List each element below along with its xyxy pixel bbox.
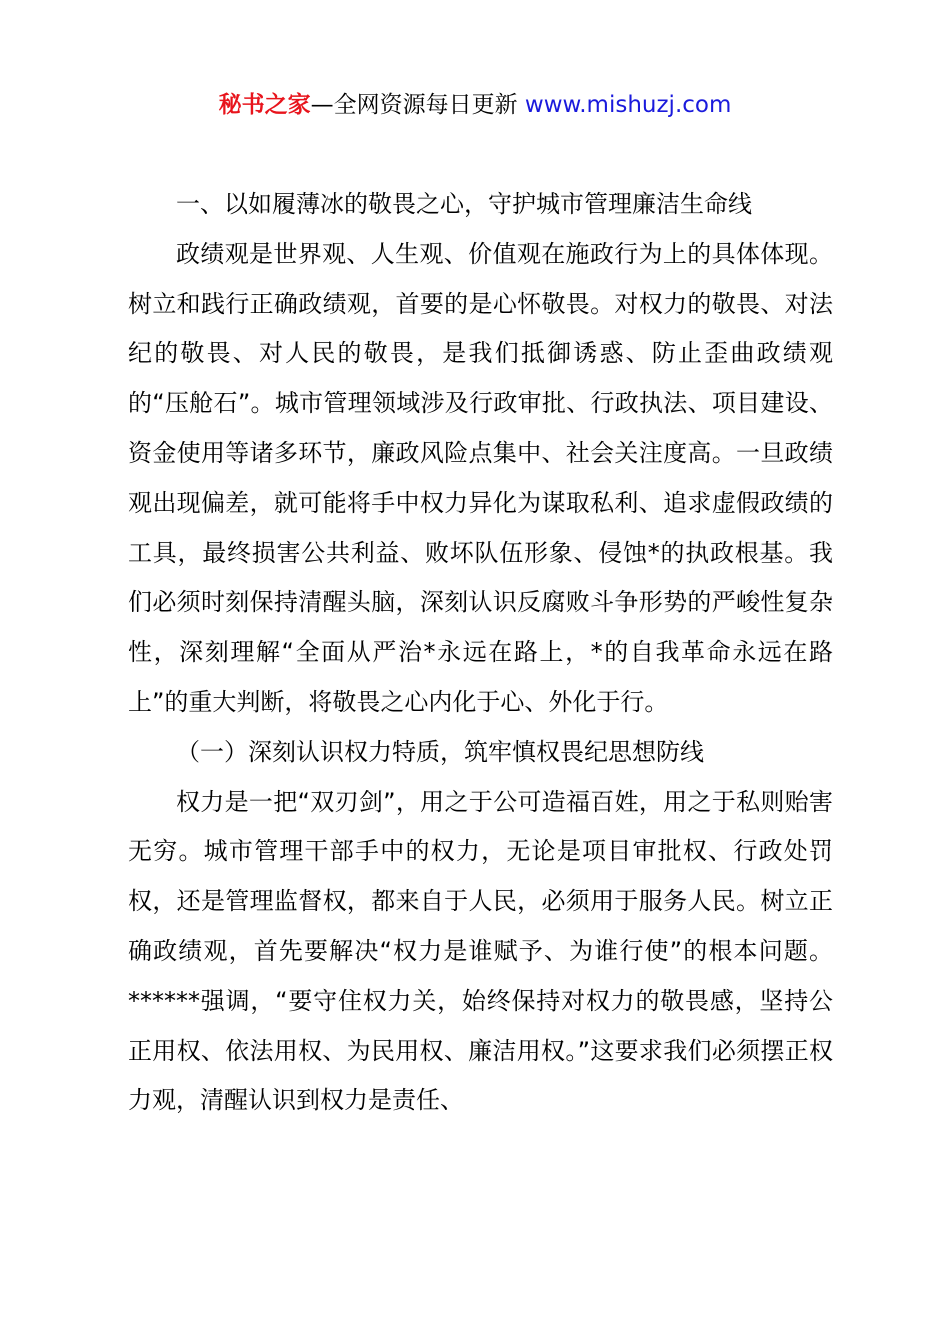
site-header xyxy=(0,88,950,122)
header-tagline: —全网资源每日更新 xyxy=(310,92,525,118)
subsection-heading: （一）深刻认识权力特质，筑牢慎权畏纪思想防线 xyxy=(176,737,704,766)
section-paragraph: 政绩观是世界观、人生观、价值观在施政行为上的具体体现。树立和践行正确政绩观，首要的是心怀敬畏。对权力的敬畏、对法纪的敬畏、对人民的敬畏，是我们抵御诱惑、防止歪曲政绩观的“压舱石”。城市管理领域涉及行政审批、行政执法、项目建设、资金使用等诸多环节，廉政风险点集中、社会关注度高。一旦政绩观出现偏差，就可能将手中权力异化为谋取私利、追求虚假政绩的工具，最终损害公共利益、败坏队伍形象、侵蚀*的执政根基。我们必须时刻保持清醒头脑，深刻认识反腐败斗争形势的严峻性复杂性，深刻理解“全面从严治*永远在路上，*的自我革命永远在路上”的重大判断，将敬畏之心内化于心、外化于行。 xyxy=(128,239,833,716)
site-url-link[interactable]: www.mishuzj.com xyxy=(524,92,732,118)
subsection-paragraph: 权力是一把“双刃剑”，用之于公可造福百姓，用之于私则贻害无穷。城市管理干部手中的权力，无论是项目审批权、行政处罚权，还是管理监督权，都来自于人民，必须用于服务人民。树立正确政绩观，首先要解决“权力是谁赋予、为谁行使”的根本问题。******强调，“要守住权力关，始终保持对权力的敬畏感，坚持公正用权、依法用权、为民用权、廉洁用权。”这要求我们必须摆正权力观，清醒认识到权力是责任、 xyxy=(128,787,833,1115)
document-body xyxy=(128,180,833,1126)
brand-name: 秘书之家 xyxy=(218,92,311,118)
section-heading: 一、以如履薄冰的敬畏之心，守护城市管理廉洁生命线 xyxy=(176,190,752,218)
